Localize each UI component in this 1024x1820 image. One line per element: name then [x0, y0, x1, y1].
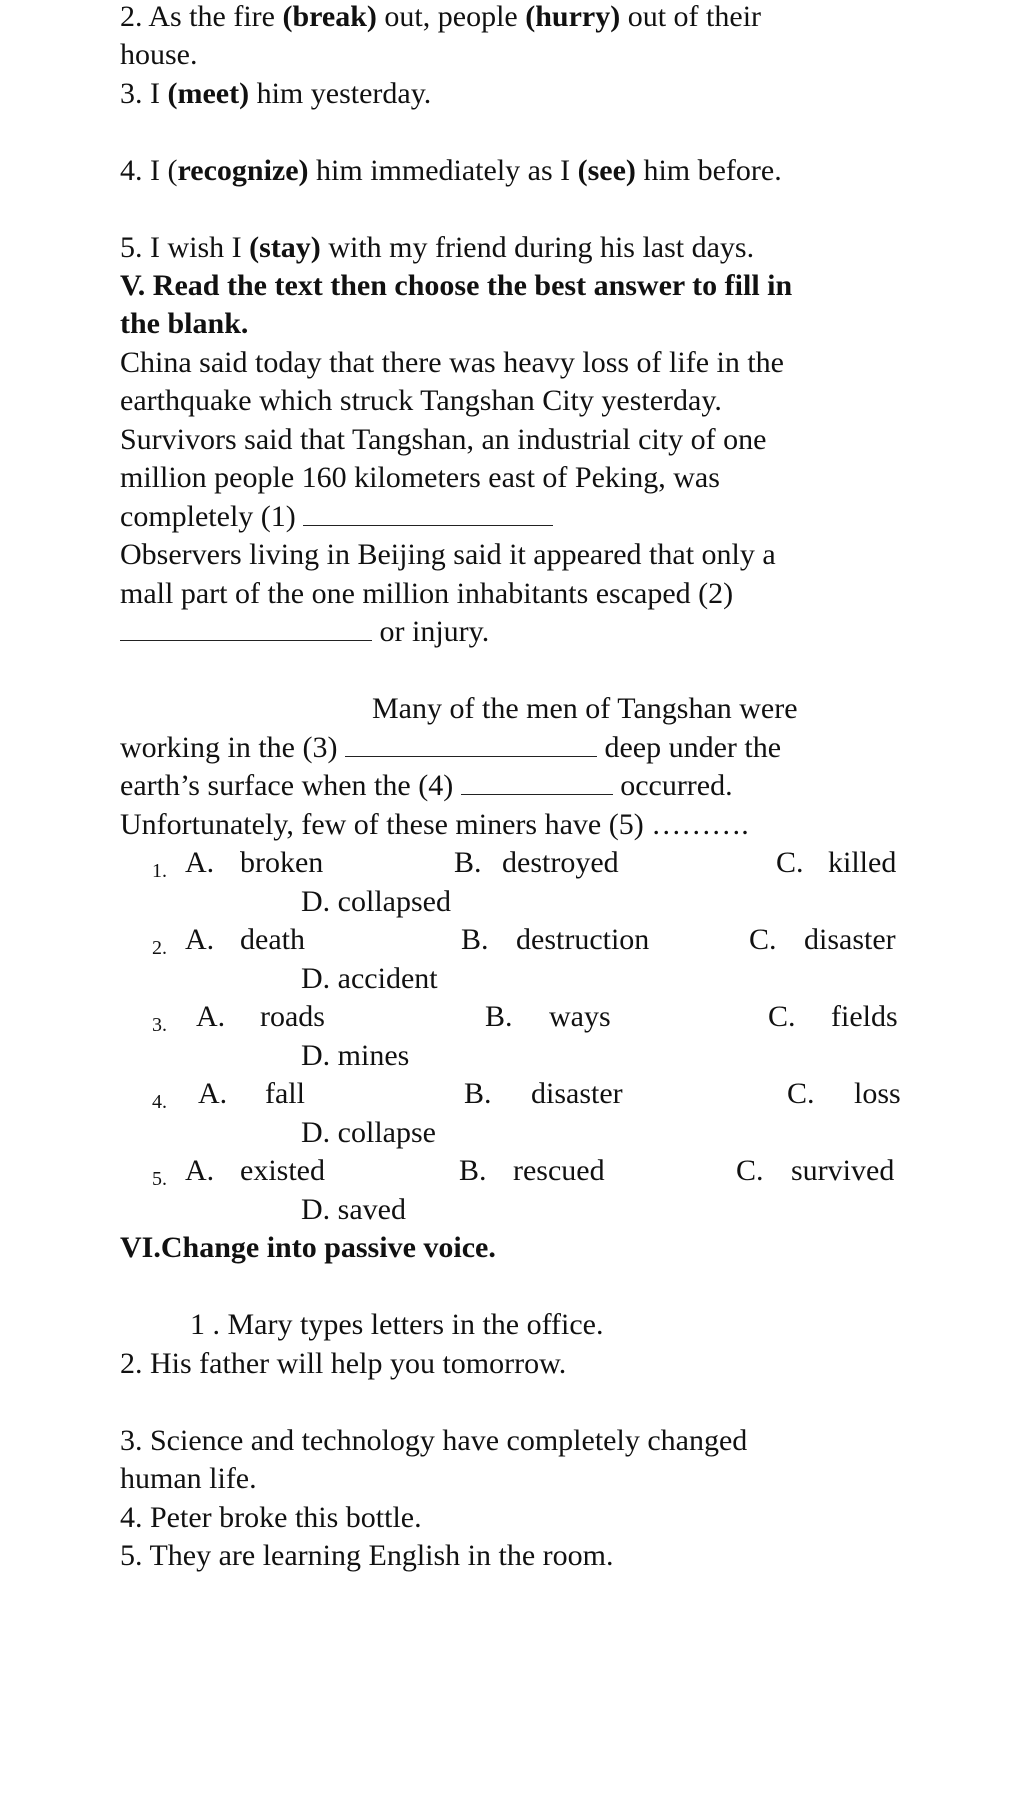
q2-text-end: out of their [620, 0, 762, 33]
q4-verb-recognize: recognize) [177, 154, 309, 187]
option-d[interactable]: D. accident [301, 962, 438, 995]
option-b[interactable]: B. ways [485, 1000, 611, 1033]
option-a[interactable]: A. fall [198, 1077, 305, 1110]
option-d[interactable]: D. saved [301, 1193, 406, 1226]
passage-line: mall part of the one million inhabitants escaped (2) [120, 577, 734, 610]
passage-line: Survivors said that Tangshan, an industrial city of one [120, 423, 767, 456]
q4-text: 4. I ( [120, 154, 178, 187]
passage-line [120, 613, 489, 652]
q3-text: 3. I [120, 77, 168, 110]
passage-line [120, 767, 733, 806]
passive-item: 2. His father will help you tomorrow. [120, 1347, 567, 1380]
option-a[interactable]: A. roads [196, 1000, 325, 1033]
question-number: 1. [152, 860, 167, 882]
passive-item-cont: human life. [120, 1462, 257, 1495]
blank-2[interactable] [120, 614, 372, 641]
q4-line [120, 152, 782, 191]
question-number: 5. [152, 1168, 167, 1190]
passive-item: 4. Peter broke this bottle. [120, 1501, 422, 1534]
blank-3[interactable] [345, 730, 597, 757]
passage-line: Observers living in Beijing said it appeared that only a [120, 538, 776, 571]
blank-1[interactable] [303, 499, 553, 526]
passage-text: deep under the [604, 731, 782, 764]
part5-heading-cont: the blank. [120, 307, 249, 340]
option-d[interactable]: D. mines [301, 1039, 410, 1072]
option-b[interactable]: B. rescued [459, 1154, 605, 1187]
q2-continuation: house. [120, 38, 198, 71]
option-c[interactable]: C. killed [776, 846, 897, 879]
passage-line: Many of the men of Tangshan were [372, 692, 798, 725]
part5-heading: V. Read the text then choose the best answer to fill in [120, 269, 793, 302]
passage-line [120, 498, 553, 537]
option-c[interactable]: C. survived [736, 1154, 895, 1187]
blank-4[interactable] [461, 768, 613, 795]
passage-line: earthquake which struck Tangshan City yesterday. [120, 384, 722, 417]
option-b[interactable]: B. destroyed [454, 846, 619, 879]
question-number: 3. [152, 1014, 167, 1036]
blank-4-label: earth’s surface when the (4) [120, 769, 454, 802]
q2-text: 2. As the fire [120, 0, 283, 33]
passage-text: occurred. [620, 769, 733, 802]
option-d[interactable]: D. collapse [301, 1116, 436, 1149]
q4-verb-see: (see) [577, 154, 636, 187]
passage-line [120, 729, 781, 768]
q4-text-mid: him immediately as I [308, 154, 578, 187]
passage-text: or injury. [379, 615, 490, 648]
q5-line [120, 229, 754, 268]
part6-heading: VI.Change into passive voice. [120, 1231, 496, 1264]
option-a[interactable]: A. death [185, 923, 305, 956]
option-a[interactable]: A. existed [185, 1154, 325, 1187]
option-c[interactable]: C. fields [768, 1000, 898, 1033]
passive-item: 3. Science and technology have completely changed [120, 1424, 748, 1457]
option-b[interactable]: B. destruction [461, 923, 650, 956]
passage-line: Unfortunately, few of these miners have (5) ………. [120, 808, 749, 841]
q2-line [120, 0, 761, 37]
option-c[interactable]: C. disaster [749, 923, 896, 956]
q2-text-mid: out, people [376, 0, 526, 33]
option-b[interactable]: B. disaster [464, 1077, 623, 1110]
q5-verb-stay: (stay) [249, 231, 321, 264]
option-c[interactable]: C. loss [787, 1077, 901, 1110]
q5-text: 5. I wish I [120, 231, 250, 264]
passive-item: 5. They are learning English in the room. [120, 1539, 614, 1572]
q3-line [120, 75, 431, 114]
q3-text-end: him yesterday. [249, 77, 432, 110]
q2-verb-hurry: (hurry) [525, 0, 621, 33]
q4-text-end: him before. [635, 154, 782, 187]
blank-1-label: completely (1) [120, 500, 296, 533]
question-number: 4. [152, 1091, 167, 1113]
q5-text-end: with my friend during his last days. [320, 231, 755, 264]
blank-3-label: working in the (3) [120, 731, 338, 764]
option-d[interactable]: D. collapsed [301, 885, 451, 918]
passive-item: 1 . Mary types letters in the office. [190, 1308, 604, 1341]
passage-line: China said today that there was heavy loss of life in the [120, 346, 784, 379]
passage-line: million people 160 kilometers east of Peking, was [120, 461, 720, 494]
option-a[interactable]: A. broken [185, 846, 324, 879]
question-number: 2. [152, 937, 167, 959]
q2-verb-break: (break) [282, 0, 377, 33]
q3-verb-meet: (meet) [167, 77, 250, 110]
